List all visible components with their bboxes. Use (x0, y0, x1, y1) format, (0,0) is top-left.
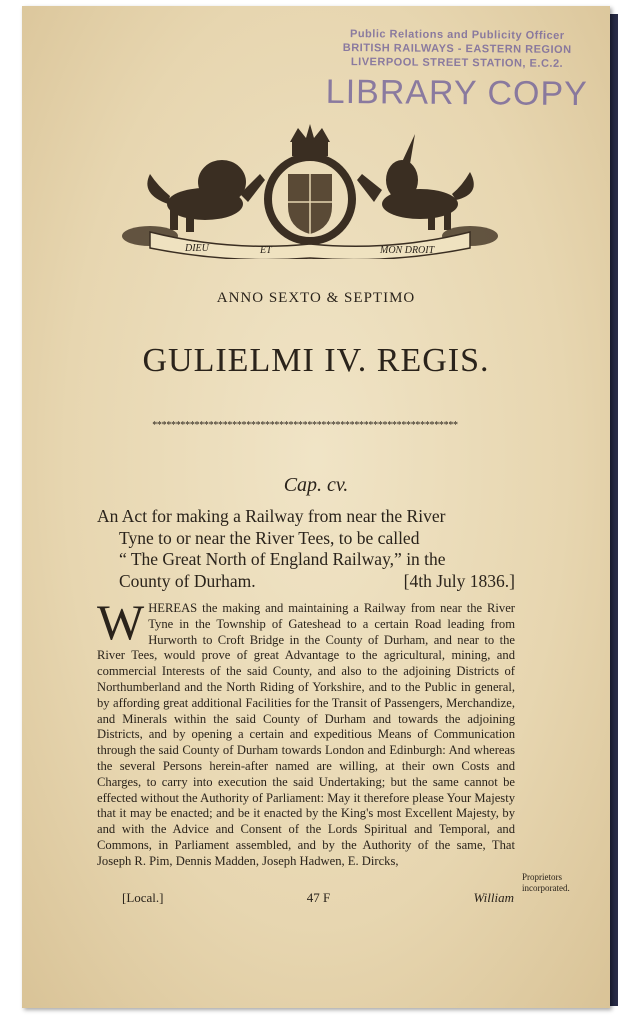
regnal-year: ANNO SEXTO & SEPTIMO (216, 290, 416, 306)
marginal-note: Proprietors incorporated. (522, 872, 570, 893)
signature-mark: 47 F (306, 890, 331, 905)
royal-coat-of-arms (110, 124, 510, 259)
motto-mon-droit: MON DROIT (380, 245, 435, 256)
unicorn-supporter (357, 134, 474, 230)
page-title: GULIELMI IV. REGIS. (142, 342, 490, 379)
chapter-number: Cap. cv. (283, 474, 349, 496)
asterisk-rule: ***************************************************************** (152, 420, 458, 431)
document-page (22, 6, 610, 1008)
drop-cap: W (97, 594, 145, 650)
page-footer (122, 890, 514, 906)
preamble (97, 594, 515, 870)
act-date: [4th July 1836.] (403, 570, 515, 591)
act-title-line-4: County of Durham. (119, 570, 256, 591)
act-title (97, 506, 515, 592)
local-mark: [Local.] (122, 890, 164, 905)
stamp-line-1: Public Relations and Publicity Officer (349, 28, 565, 42)
library-stamp (322, 27, 593, 113)
act-title-line-1: An Act for making a Railway from near the River (97, 506, 446, 526)
stamp-library-copy: LIBRARY COPY (325, 72, 588, 114)
catchword: William (473, 890, 514, 905)
act-title-line-2: Tyne to or near the River Tees, to be called (119, 527, 420, 548)
stamp-line-2: BRITISH RAILWAYS - EASTERN REGION (342, 42, 572, 56)
crown (290, 124, 330, 156)
preamble-text: HEREAS the making and maintaining a Railway from near the River Tyne in the Township of Gateshead to a certain Road leading from Hurworth to Croft Bridge in the County of Durham, and near to the River Tees, would prove of great Advantage to the agricultural, mining, and commercial Interests of the said County, and also to the adjoining Districts of Northumberland and the North Riding of Yorkshire, and to the Public in general, by affording great additional Facilities for the Transit of Passengers, Merchandize, and Minerals within the said County of Durham and towards the adjoining Districts, and by opening a certain and expeditious Means of Communication through the said County of Durham towards London and Edinburgh: And whereas the several Persons herein-after named are willing, at their own Costs and Charges, to carry into execution the said Undertaking; but the same cannot be effected without the Authority of Parliament: May it therefore please Your Majesty that it may be enacted; and be it enacted by the King's most Excellent Majesty, by and with the Advice and Consent of the Lords Spiritual and Temporal, and Commons, in Parliament assembled, and by the Authority of the same, That Joseph R. Pim, Dennis Madden, Joseph Hadwen, E. Dircks, (97, 601, 515, 868)
act-title-line-3: “ The Great North of England Railway,” in the (119, 549, 446, 569)
stamp-line-3: LIVERPOOL STREET STATION, E.C.2. (350, 56, 564, 70)
motto-dieu: DIEU (185, 243, 209, 254)
motto-et: ET (260, 245, 272, 256)
lion-supporter (147, 160, 265, 232)
